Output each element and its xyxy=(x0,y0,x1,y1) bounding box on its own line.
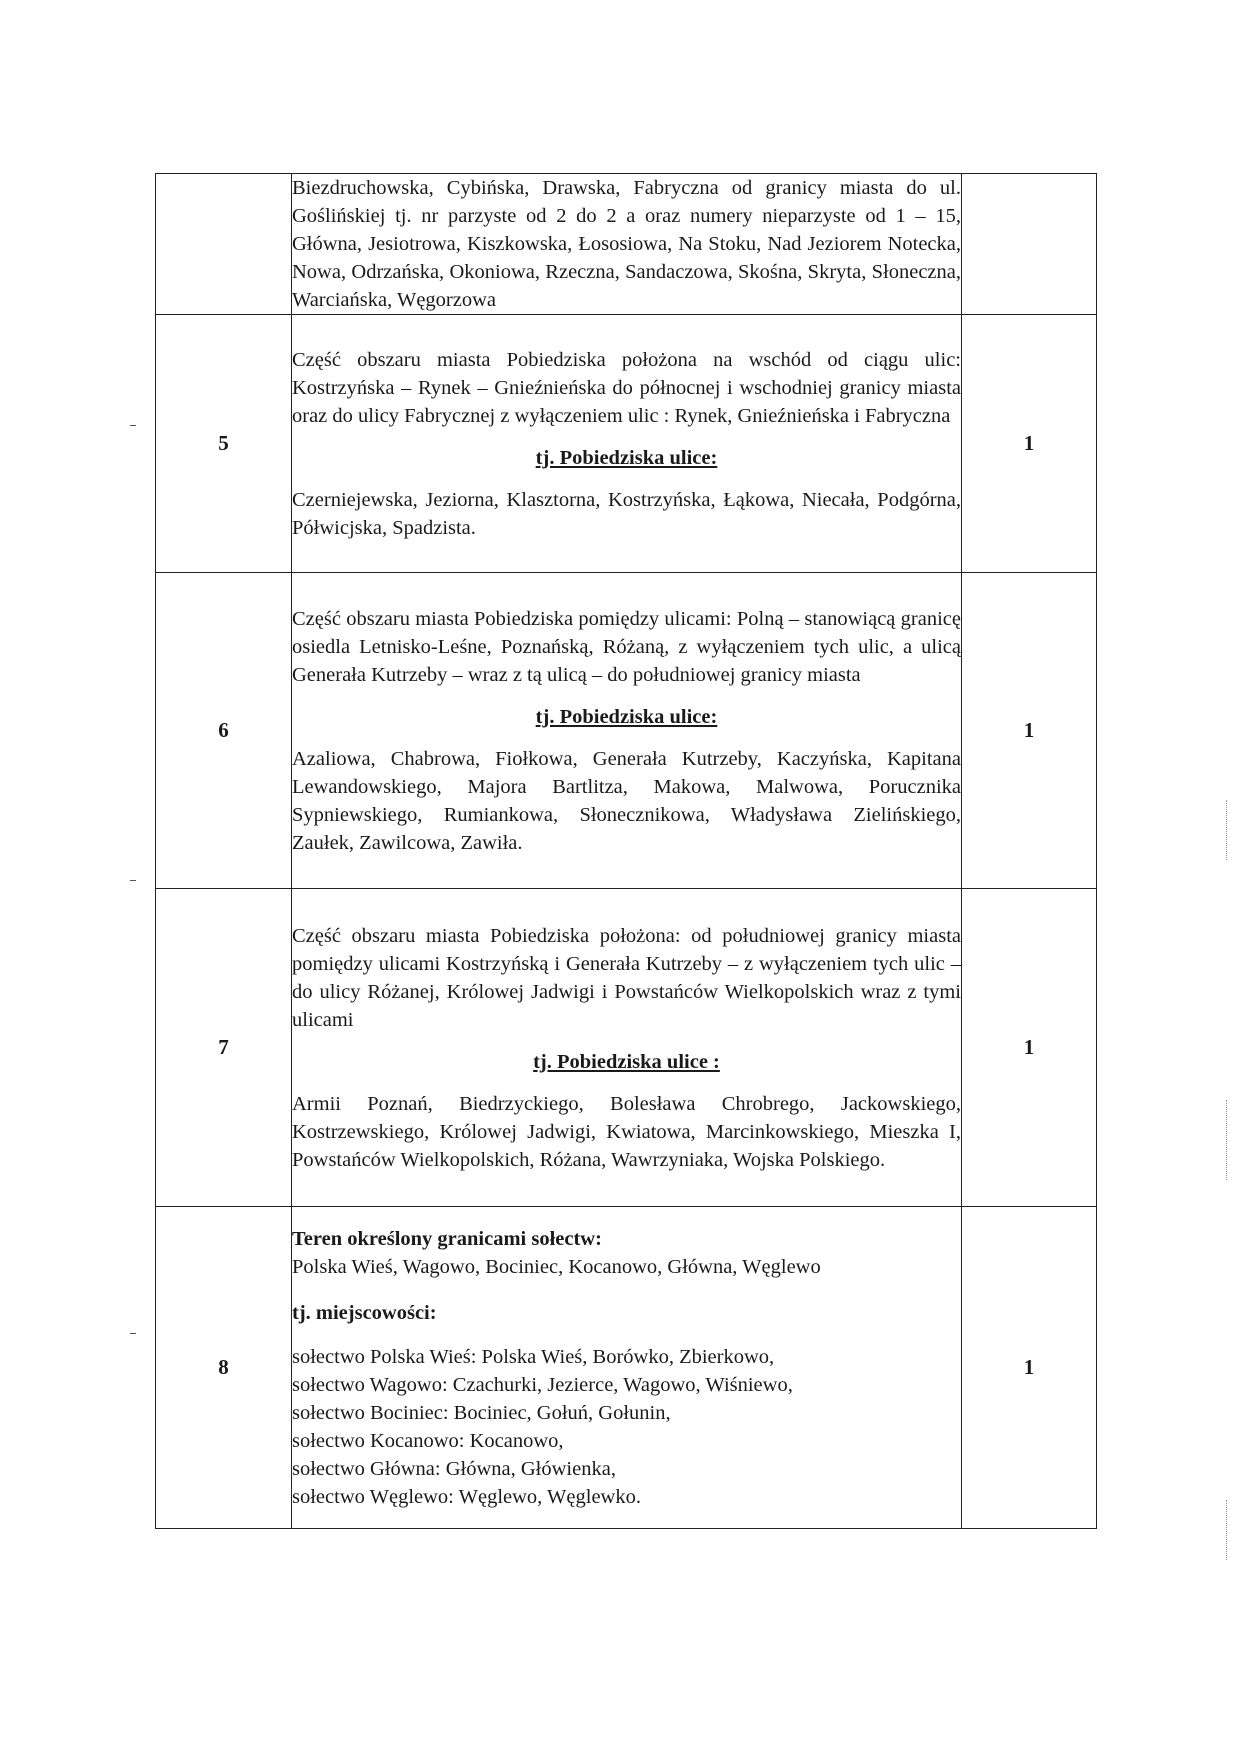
streets-heading: tj. Pobiedziska ulice: xyxy=(535,446,718,469)
table-row xyxy=(156,1207,1097,1529)
table-row xyxy=(156,889,1097,1207)
scan-mark xyxy=(1226,1100,1228,1180)
streets-text: Biezdruchowska, Cybińska, Drawska, Fabryczna od granicy miasta do ul. Goślińskiej tj. nr parzyste od 2 do 2 a oraz numery nieparzyste od 1 – 15, Główna, Jesiotrowa, Kiszkowska, Łososiowa, Na Stoku, Nad Jeziorem Notecka, Nowa, Odrzańska, Okoniowa, Rzeczna, Sandaczowa, Skośna, Skryta, Słoneczna, Warciańska, Węgorzowa xyxy=(292,177,961,311)
locality-line: sołectwo Polska Wieś: Polska Wieś, Borówko, Zbierkowo, xyxy=(292,1345,775,1368)
scan-mark xyxy=(1226,800,1228,860)
table-row xyxy=(156,573,1097,889)
locality-line: sołectwo Główna: Główna, Główienka, xyxy=(292,1457,616,1480)
district-count xyxy=(962,174,1097,315)
localities-heading: tj. miejscowości: xyxy=(292,1301,437,1324)
locality-line: sołectwo Bociniec: Bociniec, Gołuń, Gołunin, xyxy=(292,1401,671,1424)
district-number: 5 xyxy=(156,315,292,573)
scan-mark xyxy=(130,880,136,881)
district-area-text: Część obszaru miasta Pobiedziska położona na wschód od ciągu ulic: Kostrzyńska – Rynek – Gnieźnieńska do północnej i wschodniej granicy miasta oraz do ulicy Fabrycznej z wyłączeniem ulic : Rynek, Gnieźnieńska i Fabryczna xyxy=(292,348,961,427)
district-count: 1 xyxy=(962,315,1097,573)
district-area-text: Polska Wieś, Wagowo, Bociniec, Kocanowo, Główna, Węglewo xyxy=(292,1255,821,1278)
district-number xyxy=(156,174,292,315)
streets-text: Armii Poznań, Biedrzyckiego, Bolesława Chrobrego, Jackowskiego, Kostrzewskiego, Królowej Jadwigi, Kwiatowa, Marcinkowskiego, Mieszka I, Powstańców Wielkopolskich, Różana, Wawrzyniaka, Wojska Polskiego. xyxy=(292,1092,961,1171)
districts-table xyxy=(155,173,1097,1529)
streets-heading: tj. Pobiedziska ulice : xyxy=(533,1050,720,1073)
locality-line: sołectwo Wagowo: Czachurki, Jezierce, Wagowo, Wiśniewo, xyxy=(292,1373,793,1396)
scan-mark xyxy=(130,425,136,426)
streets-text: Czerniejewska, Jeziorna, Klasztorna, Kostrzyńska, Łąkowa, Niecała, Podgórna, Półwicjska, Spadzista. xyxy=(292,488,961,539)
district-count: 1 xyxy=(962,889,1097,1207)
district-description xyxy=(292,573,962,889)
scan-mark xyxy=(130,1333,136,1334)
district-description xyxy=(292,1207,962,1529)
district-area-heading: Teren określony granicami sołectw: xyxy=(292,1227,602,1250)
table-row xyxy=(156,174,1097,315)
district-number: 6 xyxy=(156,573,292,889)
district-count: 1 xyxy=(962,1207,1097,1529)
district-number: 7 xyxy=(156,889,292,1207)
district-count: 1 xyxy=(962,573,1097,889)
district-number: 8 xyxy=(156,1207,292,1529)
streets-heading: tj. Pobiedziska ulice: xyxy=(535,705,718,728)
district-description xyxy=(292,315,962,573)
district-description xyxy=(292,174,962,315)
scan-mark xyxy=(1226,1500,1228,1560)
district-area-text: Część obszaru miasta Pobiedziska pomiędzy ulicami: Polną – stanowiącą granicę osiedla Letnisko-Leśne, Poznańską, Różaną, z wyłączeniem tych ulic, a ulicą Generała Kutrzeby – wraz z tą ulicą – do południowej granicy miasta xyxy=(292,607,961,686)
district-description xyxy=(292,889,962,1207)
district-area-text: Część obszaru miasta Pobiedziska położona: od południowej granicy miasta pomiędzy ulicami Kostrzyńską i Generała Kutrzeby – z wyłączeniem tych ulic – do ulicy Różanej, Królowej Jadwigi i Powstańców Wielkopolskich wraz z tymi ulicami xyxy=(292,924,961,1031)
streets-text: Azaliowa, Chabrowa, Fiołkowa, Generała Kutrzeby, Kaczyńska, Kapitana Lewandowskiego, Majora Bartlitza, Makowa, Malwowa, Porucznika Sypniewskiego, Rumiankowa, Słonecznikowa, Władysława Zielińskiego, Zaułek, Zawilcowa, Zawiła. xyxy=(292,747,961,854)
table-row xyxy=(156,315,1097,573)
locality-line: sołectwo Węglewo: Węglewo, Węglewko. xyxy=(292,1485,641,1508)
locality-line: sołectwo Kocanowo: Kocanowo, xyxy=(292,1429,564,1452)
